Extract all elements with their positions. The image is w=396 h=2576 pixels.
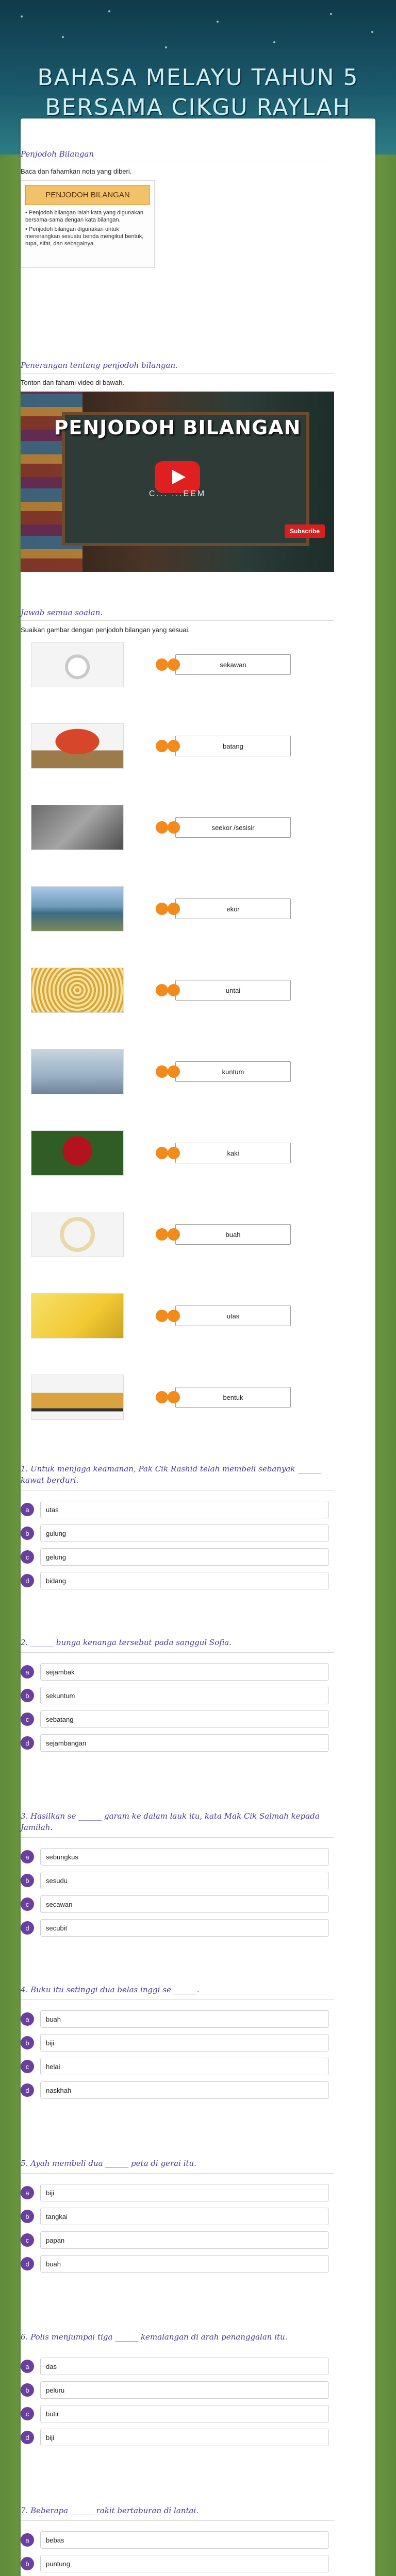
match-row: [21, 1046, 334, 1097]
answer-option[interactable]: [21, 1684, 334, 1707]
match-dot-right[interactable]: [168, 1147, 180, 1159]
option-text-box[interactable]: utas: [40, 1501, 329, 1518]
option-text-box[interactable]: das: [40, 2358, 329, 2375]
question-text: 4. Buku itu setinggi dua belas inggi se ______.: [21, 1984, 334, 2000]
option-letter-badge: a: [21, 1503, 34, 1516]
video-player[interactable]: [21, 392, 334, 572]
option-letter-badge: c: [21, 2233, 34, 2247]
match-dot-left[interactable]: [156, 1391, 168, 1403]
river-image: [31, 886, 124, 931]
match-dot-left[interactable]: [156, 1147, 168, 1159]
chain-image: [31, 968, 124, 1013]
answer-option[interactable]: [21, 2007, 334, 2031]
question-text: 7. Beberapa ______ rakit bertaburan di lantai.: [21, 2505, 334, 2521]
match-row: [21, 802, 334, 853]
option-letter-badge: c: [21, 1713, 34, 1726]
match-dot-right[interactable]: [168, 1391, 180, 1403]
option-letter-badge: d: [21, 2083, 34, 2097]
match-section-title: Jawab semua soalan.: [21, 608, 334, 621]
option-text-box[interactable]: secubit: [40, 1919, 329, 1937]
question-6: [21, 2331, 334, 2449]
match-word-box[interactable]: seekor /sesisir: [175, 817, 291, 838]
question-4: [21, 1984, 334, 2102]
option-text-box[interactable]: biji: [40, 2429, 329, 2446]
option-text-box[interactable]: biji: [40, 2034, 329, 2052]
subscribe-button[interactable]: Subscribe: [285, 524, 325, 538]
option-text-box[interactable]: peluru: [40, 2381, 329, 2399]
answer-option[interactable]: [21, 2378, 334, 2402]
option-letter-badge: a: [21, 1665, 34, 1679]
match-dot-left[interactable]: [156, 903, 168, 915]
answer-option[interactable]: [21, 1916, 334, 1940]
answer-option[interactable]: [21, 2354, 334, 2378]
match-word-box[interactable]: untai: [175, 980, 291, 1001]
answer-option[interactable]: [21, 1892, 334, 1916]
answer-option[interactable]: [21, 1731, 334, 1755]
video-title: PENJODOH BILANGAN: [54, 416, 301, 439]
match-row: [21, 639, 334, 690]
notes-card: [21, 180, 155, 268]
option-letter-badge: c: [21, 1550, 34, 1564]
answer-option[interactable]: [21, 1521, 334, 1545]
notes-point-1: • Penjodoh bilangan ialah kata yang digunakan bersama-sama dengan kata bilangan.: [25, 210, 143, 223]
notes-section: [21, 149, 334, 268]
questions-section: [21, 1463, 334, 2576]
match-dot-left[interactable]: [156, 1310, 168, 1322]
video-instruction: Tonton dan fahami video di bawah.: [21, 379, 124, 386]
option-text-box[interactable]: gelung: [40, 1548, 329, 1566]
option-text-box[interactable]: bidang: [40, 1572, 329, 1589]
answer-option[interactable]: [21, 1869, 334, 1892]
option-text-box[interactable]: secawan: [40, 1895, 329, 1913]
video-subtitle: C... ...EEM: [148, 489, 206, 498]
question-2: [21, 1637, 334, 1755]
question-text: 6. Polis menjumpai tiga ______ kemalangan di arah penanggalan itu.: [21, 2331, 334, 2347]
answer-option[interactable]: [21, 2426, 334, 2449]
cat-image: [31, 805, 124, 850]
page-title: [8, 63, 388, 140]
answer-option[interactable]: [21, 2528, 334, 2552]
option-text-box[interactable]: helai: [40, 2058, 329, 2075]
rose-image: [31, 1130, 124, 1176]
question-text: 2. ______ bunga kenanga tersebut pada sanggul Sofia.: [21, 1637, 334, 1653]
match-word-box[interactable]: bentuk: [175, 1387, 291, 1408]
option-letter-badge: b: [21, 1874, 34, 1887]
match-word-box[interactable]: kuntum: [175, 1061, 291, 1082]
option-text-box[interactable]: gulung: [40, 1524, 329, 1542]
match-dot-right[interactable]: [168, 1065, 180, 1078]
match-word-box[interactable]: ekor: [175, 899, 291, 919]
match-dot-left[interactable]: [156, 1228, 168, 1241]
match-dot-right[interactable]: [168, 821, 180, 834]
option-letter-badge: b: [21, 2557, 34, 2570]
title-line-1: BAHASA MELAYU TAHUN 5: [37, 64, 359, 91]
option-text-box[interactable]: sejambak: [40, 1663, 329, 1681]
ring-image: [31, 642, 124, 687]
match-dot-left[interactable]: [156, 821, 168, 834]
mushroom-image: [31, 723, 124, 769]
answer-option[interactable]: [21, 2552, 334, 2575]
question-7: [21, 2505, 334, 2576]
answer-option[interactable]: [21, 1569, 334, 1592]
option-letter-badge: d: [21, 1574, 34, 1587]
option-letter-badge: c: [21, 1897, 34, 1911]
option-letter-badge: a: [21, 2360, 34, 2373]
match-dot-right[interactable]: [168, 1228, 180, 1241]
match-instruction: Suaikan gambar dengan penjodoh bilangan yang sesuai.: [21, 626, 190, 634]
match-dot-right[interactable]: [168, 658, 180, 671]
option-letter-badge: a: [21, 2533, 34, 2547]
question-1: [21, 1463, 334, 1592]
option-letter-badge: c: [21, 2407, 34, 2420]
title-line-2: BERSAMA CIKGU RAYLAH: [45, 94, 351, 121]
answer-option[interactable]: [21, 2205, 334, 2228]
match-section: [21, 608, 334, 1463]
match-word-box[interactable]: sekawan: [175, 654, 291, 675]
match-word-box[interactable]: kaki: [175, 1143, 291, 1163]
match-row: [21, 1371, 334, 1423]
answer-option[interactable]: [21, 1845, 334, 1869]
option-text-box[interactable]: tangkai: [40, 2208, 329, 2225]
option-letter-badge: b: [21, 1689, 34, 1702]
answer-option[interactable]: [21, 1545, 334, 1569]
option-text-box[interactable]: buah: [40, 2010, 329, 2028]
option-text-box[interactable]: sejambangan: [40, 1734, 329, 1752]
banana-image: [31, 1293, 124, 1338]
option-text-box[interactable]: naskhah: [40, 2081, 329, 2099]
option-letter-badge: b: [21, 1527, 34, 1540]
play-icon[interactable]: [155, 461, 200, 493]
question-5: [21, 2158, 334, 2276]
match-row: [21, 1127, 334, 1179]
option-text-box[interactable]: sebungkus: [40, 1848, 329, 1866]
answer-option[interactable]: [21, 2228, 334, 2252]
option-letter-badge: b: [21, 2210, 34, 2223]
option-text-box[interactable]: sesudu: [40, 1872, 329, 1889]
match-dot-right[interactable]: [168, 740, 180, 752]
match-word-box[interactable]: batang: [175, 736, 291, 756]
option-letter-badge: d: [21, 2257, 34, 2270]
question-text: 3. Hasilkan se ______ garam ke dalam lauk itu, kata Mak Cik Salmah kepada Jamilah.: [21, 1810, 334, 1838]
option-text-box[interactable]: butir: [40, 2405, 329, 2422]
bangle-image: [31, 1212, 124, 1257]
match-dot-left[interactable]: [156, 658, 168, 671]
answer-option[interactable]: [21, 1498, 334, 1521]
option-letter-badge: d: [21, 1736, 34, 1750]
notes-instruction: Baca dan fahamkan nota yang diberi.: [21, 167, 132, 175]
notes-card-header: PENJODOH BILANGAN: [25, 185, 150, 205]
option-text-box[interactable]: papan: [40, 2231, 329, 2249]
option-letter-badge: d: [21, 1921, 34, 1935]
match-dot-right[interactable]: [168, 903, 180, 915]
answer-option[interactable]: [21, 2181, 334, 2205]
answer-option[interactable]: [21, 2078, 334, 2102]
match-word-box[interactable]: buah: [175, 1224, 291, 1245]
match-row: [21, 1290, 334, 1342]
option-letter-badge: d: [21, 2431, 34, 2444]
match-dot-left[interactable]: [156, 1065, 168, 1078]
option-letter-badge: a: [21, 2012, 34, 2026]
car-image: [31, 1375, 124, 1420]
match-dot-right[interactable]: [168, 1310, 180, 1322]
option-text-box[interactable]: sebatang: [40, 1710, 329, 1728]
match-dot-left[interactable]: [156, 740, 168, 752]
video-section: [21, 361, 334, 572]
match-row: [21, 964, 334, 1016]
option-text-box[interactable]: sekuntum: [40, 1687, 329, 1704]
question-text: 5. Ayah membeli dua ______ peta di gerai itu.: [21, 2158, 334, 2174]
answer-option[interactable]: [21, 1707, 334, 1731]
match-word-box[interactable]: utas: [175, 1306, 291, 1326]
video-section-title: Penerangan tentang penjodoh bilangan.: [21, 361, 334, 374]
option-letter-badge: b: [21, 2036, 34, 2049]
match-row: [21, 720, 334, 772]
question-text: 1. Untuk menjaga keamanan, Pak Cik Rashid telah membeli sebanyak ______ kawat berduri.: [21, 1463, 334, 1490]
option-text-box[interactable]: buah: [40, 2255, 329, 2273]
answer-option[interactable]: [21, 2402, 334, 2426]
option-letter-badge: a: [21, 2186, 34, 2199]
answer-option[interactable]: [21, 2055, 334, 2078]
notes-point-2: • Penjodoh bilangan digunakan untuk menerangkan sesuatu benda mengikut bentuk, rupa, sifat, dan sebagainya.: [25, 226, 144, 247]
answer-option[interactable]: [21, 2031, 334, 2055]
option-text-box[interactable]: biji: [40, 2184, 329, 2201]
notes-title: Penjodoh Bilangan: [21, 149, 334, 162]
option-text-box[interactable]: bebas: [40, 2531, 329, 2549]
match-row: [21, 883, 334, 935]
answer-option[interactable]: [21, 1660, 334, 1684]
match-dot-right[interactable]: [168, 984, 180, 996]
match-row: [21, 1209, 334, 1260]
option-letter-badge: b: [21, 2383, 34, 2397]
option-letter-badge: a: [21, 1850, 34, 1863]
match-dot-left[interactable]: [156, 984, 168, 996]
question-3: [21, 1810, 334, 1940]
option-letter-badge: c: [21, 2060, 34, 2073]
option-text-box[interactable]: puntung: [40, 2555, 329, 2572]
birds-image: [31, 1049, 124, 1094]
answer-option[interactable]: [21, 2252, 334, 2276]
